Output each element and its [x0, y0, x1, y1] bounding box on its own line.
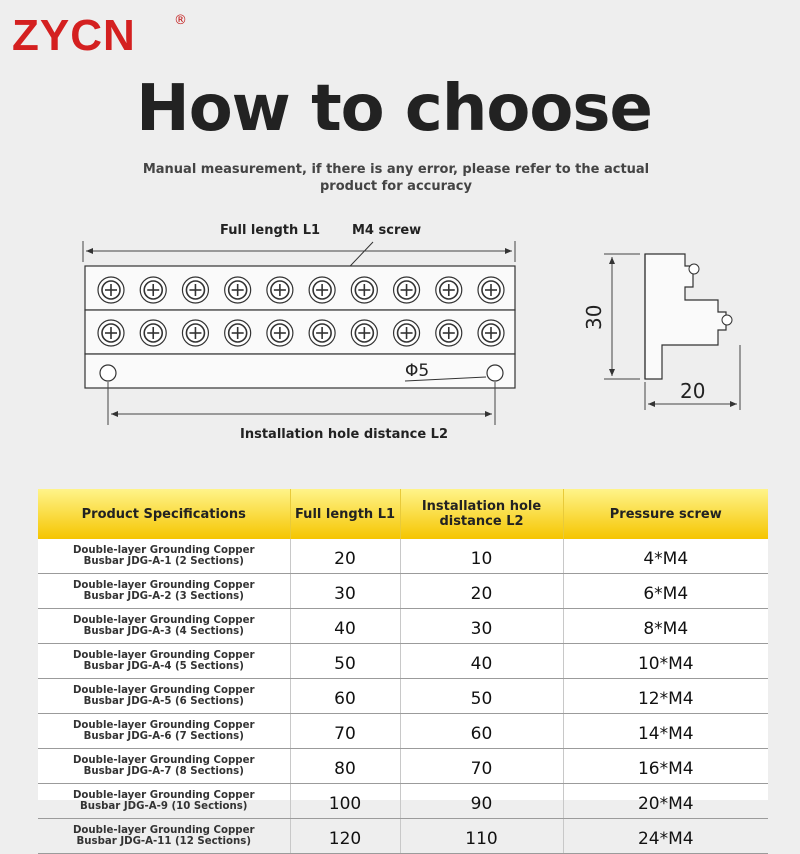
full-length-cell: 80: [290, 749, 400, 784]
spec-cell: Double-layer Grounding Copper Busbar JDG-A-9 (10 Sections): [38, 784, 290, 819]
spec-cell: Double-layer Grounding Copper Busbar JDG-A-1 (2 Sections): [38, 539, 290, 574]
hole-distance-cell: 60: [400, 714, 563, 749]
full-length-cell: 30: [290, 574, 400, 609]
screw-head-icon: [225, 320, 251, 346]
pressure-screw-cell: 14*M4: [563, 714, 768, 749]
screw-head-icon: [351, 277, 377, 303]
table-row: [38, 574, 768, 609]
spec-cell: Double-layer Grounding Copper Busbar JDG-A-6 (7 Sections): [38, 714, 290, 749]
hole-distance-cell: 90: [400, 784, 563, 819]
pressure-screw-cell: 12*M4: [563, 679, 768, 714]
screw-head-icon: [309, 320, 335, 346]
screw-head-icon: [182, 320, 208, 346]
pressure-screw-cell: 20*M4: [563, 784, 768, 819]
page-title: How to choose: [136, 72, 652, 146]
header-full-length: Full length L1: [290, 489, 400, 539]
pressure-screw-cell: 6*M4: [563, 574, 768, 609]
full-length-label: Full length L1: [220, 223, 321, 238]
table-row: [38, 819, 768, 854]
screw-head-icon: [436, 320, 462, 346]
hole-distance-cell: 70: [400, 749, 563, 784]
mounting-hole-right: [487, 365, 503, 381]
screw-head-icon: [351, 320, 377, 346]
table-row: [38, 679, 768, 714]
pressure-screw-cell: 8*M4: [563, 609, 768, 644]
hole-diameter-label: Φ5: [405, 361, 430, 381]
header-product-specifications: Product Specifications: [38, 489, 290, 539]
hole-distance-cell: 50: [400, 679, 563, 714]
screw-head-icon: [140, 320, 166, 346]
full-length-cell: 100: [290, 784, 400, 819]
hole-distance-cell: 10: [400, 539, 563, 574]
full-length-cell: 60: [290, 679, 400, 714]
registered-mark: ®: [174, 13, 188, 28]
spec-cell: Double-layer Grounding Copper Busbar JDG-A-7 (8 Sections): [38, 749, 290, 784]
full-length-cell: 50: [290, 644, 400, 679]
hole-distance-cell: 20: [400, 574, 563, 609]
screw-head-icon: [267, 277, 293, 303]
screw-head-icon: [478, 320, 504, 346]
screw-head-icon: [394, 320, 420, 346]
screw-head-icon: [267, 320, 293, 346]
spec-cell: Double-layer Grounding Copper Busbar JDG-A-2 (3 Sections): [38, 574, 290, 609]
brand-name: ZYCN: [12, 11, 136, 60]
header-pressure-screw: Pressure screw: [563, 489, 768, 539]
full-length-cell: 20: [290, 539, 400, 574]
side-view: [582, 254, 740, 410]
hole-distance-cell: 30: [400, 609, 563, 644]
spec-cell: Double-layer Grounding Copper Busbar JDG-A-4 (5 Sections): [38, 644, 290, 679]
height-dimension: 30: [582, 304, 606, 330]
pressure-screw-cell: 24*M4: [563, 819, 768, 854]
full-length-cell: 120: [290, 819, 400, 854]
table-row: [38, 714, 768, 749]
pressure-screw-cell: 16*M4: [563, 749, 768, 784]
hole-distance-cell: 40: [400, 644, 563, 679]
table-row: [38, 644, 768, 679]
table-row: [38, 784, 768, 819]
full-length-cell: 40: [290, 609, 400, 644]
table-row: [38, 539, 768, 574]
table-row: [38, 609, 768, 644]
screw-head-icon: [98, 277, 124, 303]
screw-label: M4 screw: [352, 223, 422, 238]
pressure-screw-cell: 4*M4: [563, 539, 768, 574]
hole-distance-label: Installation hole distance L2: [240, 427, 448, 442]
spec-cell: Double-layer Grounding Copper Busbar JDG-A-3 (4 Sections): [38, 609, 290, 644]
table-header-row: [38, 489, 768, 539]
spec-cell: Double-layer Grounding Copper Busbar JDG-A-5 (6 Sections): [38, 679, 290, 714]
screw-head-icon: [394, 277, 420, 303]
width-dimension: 20: [680, 379, 706, 403]
screw-head-icon: [182, 277, 208, 303]
header-hole-distance: Installation hole distance L2: [400, 489, 563, 539]
full-length-cell: 70: [290, 714, 400, 749]
mounting-hole-left: [100, 365, 116, 381]
table-row: [38, 749, 768, 784]
screw-head-icon: [98, 320, 124, 346]
screw-head-icon: [140, 277, 166, 303]
screw-head-icon: [478, 277, 504, 303]
screw-head-icon: [436, 277, 462, 303]
screw-head-icon: [225, 277, 251, 303]
spec-cell: Double-layer Grounding Copper Busbar JDG-A-11 (12 Sections): [38, 819, 290, 854]
hole-distance-cell: 110: [400, 819, 563, 854]
measurement-note: Manual measurement, if there is any error, please refer to the actual product for accuracy: [142, 162, 650, 194]
pressure-screw-cell: 10*M4: [563, 644, 768, 679]
specifications-table: [38, 489, 768, 849]
screw-head-icon: [309, 277, 335, 303]
